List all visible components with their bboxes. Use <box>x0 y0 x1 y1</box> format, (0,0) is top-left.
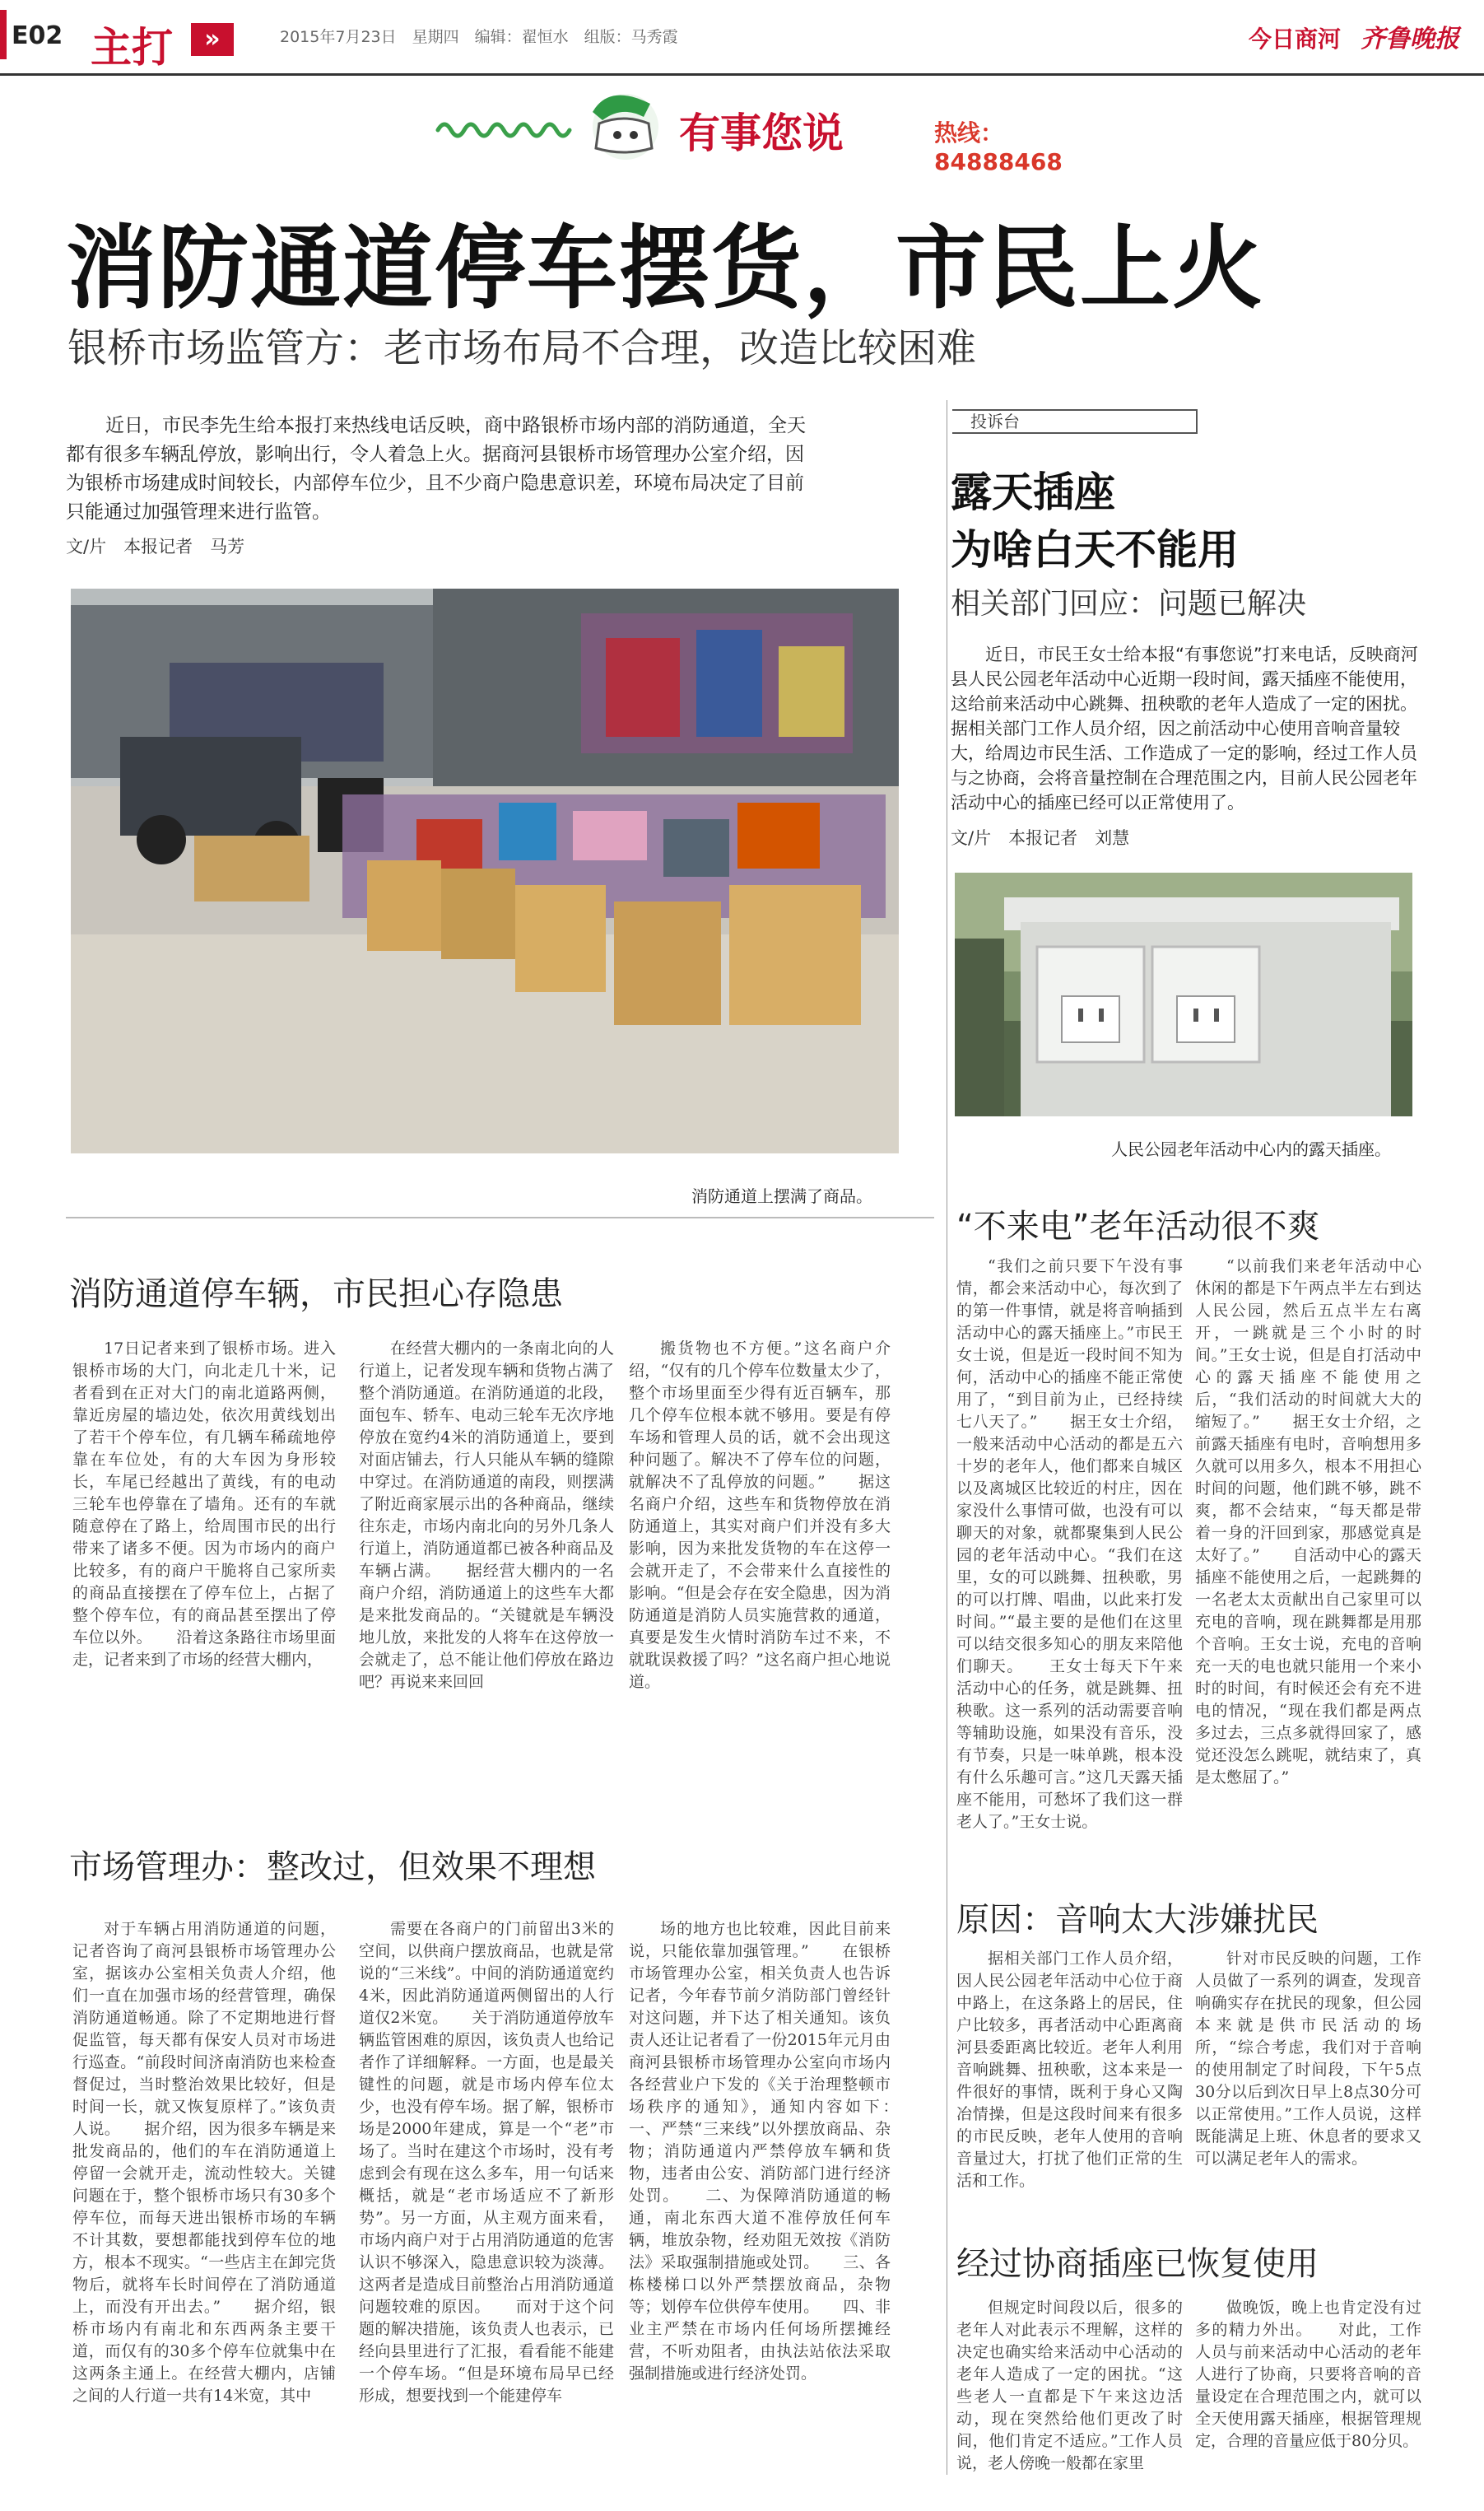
section-heading: 消防通道停车辆，市民担心存隐患 <box>69 1275 563 1313</box>
column-text: 做晚饭，晚上也肯定没有过多的精力外出。 对此，工作人员与前来活动中心活动的老年人进行了协商，只要将音响的音量设定在合理范围之内，就可以全天使用露天插座，根据管理规定，合理的音量应低于80分贝。 <box>1195 2299 1421 2450</box>
column-text: 场的地方也比较难，因此目前来说，只能依靠加强管理。” 在银桥市场管理办公室，相关负责人也告诉记者，今年春节前夕消防部门曾经针对这问题，并下达了相关通知。该负责人还让记者看了一份2015年元月由商河县银桥市场管理办公室向市场内各经营业户下发的《关于治理整顿市场秩序的通知》，通知内容如下： 一、严禁“三来线”以外摆放商品、杂物；消防通道内严禁停放车辆和货物，违者由公安、消防部门进行经济处罚。 二、为保障消防通道的畅通，南北东西大道不准停放任何车辆，堆放杂物，经劝阻无效按《消防法》采取强制措施或处罚。 三、各栋楼梯口以外严禁摆放商品，杂物等；划停车位供停车使用。 四、非业主严禁在市场内任何场所摆摊经营，不听劝阻者，由执法站依法采取强制措施或进行经济处罚。 <box>629 1920 923 2383</box>
main-lead-paragraph: 近日，市民李先生给本报打来热线电话反映，商中路银桥市场内部的消防通道，全天都有很多车辆乱停放，影响出行，令人着急上火。据商河县银桥市场管理办公室介绍，因为银桥市场建成时间较长，内部停车位少，且不少商户隐患意识差，环境布局决定了目前只能通过加强管理来进行监管。 <box>66 415 806 523</box>
socket-photo-image <box>955 873 1412 1116</box>
hotline-number: 热线：84888468 <box>934 119 1063 175</box>
article-column <box>1195 2297 1421 2503</box>
telephone-icon <box>575 79 673 170</box>
article-column <box>956 2297 1183 2503</box>
divider <box>66 1217 934 1218</box>
column-text: 据相关部门工作人员介绍，因人民公园老年活动中心位于商中路上，在这条路上的居民，住户比较多，再者活动中心距离商河县委距离比较近。老年人利用音响跳舞、扭秧歌，这本来是一件很好的事情，既利于身心又陶冶情操，但是这段时间来有很多的市民反映，老年人使用的音响音量过大，打扰了他们正常的生活和工作。 <box>956 1950 1183 2190</box>
article-column <box>359 1338 614 1828</box>
column-text: “以前我们来老年活动中心休闲的都是下午两点半左右到达人民公园，然后五点半左右离开，一跳就是三个小时的时间。”王女士说，但是自打活动中心的露天插座不能使用之后，“我们活动的时间就大大的缩短了。” 据王女士介绍，之前露天插座有电时，音响想用多久就可以用多久，根本不用担心时间的问题，他们跳不够，跳不爽，都不会结束，“每天都是带着一身的汗回到家，那感觉真是太好了。” 自活动中心的露天插座不能使用之后，一起跳舞的一名老太太贡献出自己家里可以充电的音响，现在跳舞都是用那个音响。王女士说，充电的音响充一天的电也就只能用一个来小时的时间，有时候还会有充不进电的情况，“现在我们都是两点多过去，三点多就得回家了，感觉还没怎么跳呢，就结束了，真是太憋屈了。” <box>1195 1257 1421 1787</box>
article-column <box>72 1918 336 2495</box>
article-column <box>1195 1256 1421 1836</box>
section-arrow-icon: » <box>191 23 234 56</box>
section-heading: 市场管理办：整改过，但效果不理想 <box>69 1848 596 1886</box>
column-text: 但规定时间段以后，很多的老年人对此表示不理解，这样的决定也确实给来活动中心活动的老年人造成了一定的困扰。“这些老人一直都是下午来这边活动，现在突然给他们更改了时间，他们肯定不适应。”工作人员说，老人傍晚一般都在家里 <box>956 2299 1183 2472</box>
main-subheadline: 银桥市场监管方：老市场布局不合理，改造比较困难 <box>67 325 977 371</box>
header-accent-bar <box>0 10 7 59</box>
article-column <box>956 1256 1183 1836</box>
column-text: 17日记者来到了银桥市场。进入银桥市场的大门，向北走几十米，记者看到在正对大门的南北道路两侧，靠近房屋的墙边处，依次用黄线划出了若干个停车位，有几辆车稀疏地停靠在车位处，有的大车因为身形较长，车尾已经越出了黄线，有的电动三轮车也停靠在了墙角。还有的车就随意停在了路上，给周围市民的出行带来了诸多不便。因为市场内的商户比较多，有的商户干脆将自己家所卖的商品直接摆在了停车位上，占据了整个停车位，有的商品甚至摆出了停车位以外。 沿着这条路往市场里面走，记者来到了市场的经营大棚内， <box>72 1339 336 1669</box>
paper-logo: 齐鲁晚报 <box>1361 25 1459 54</box>
column-title: 有事您说 <box>679 109 844 157</box>
article-column <box>72 1338 336 1828</box>
column-text: 搬货物也不方便。”这名商户介绍，“仅有的几个停车位数量太少了，整个市场里面至少得有近百辆车，那几个停车位根本就不够用。要是有停车场和管理人员的话，就不会出现这种问题了。解决不了停车位的问题，就解决不了乱停放的问题。” 据这名商户介绍，这些车和货物停放在消防通道上，其实对商户们并没有多大影响，因为来批发货物的车在这停一会就开走了，不会带来什么直接性的影响。“但是会存在安全隐患，因为消防通道是消防人员实施营救的通道，真要是发生火情时消防车过不来，不就耽误救援了吗？”这名商户担心地说道。 <box>629 1339 891 1691</box>
column-text: 对于车辆占用消防通道的问题，记者咨询了商河县银桥市场管理办公室，据该办公室相关负责人介绍，他们一直在加强市场的经营管理，确保消防通道畅通。除了不定期地进行督促监管，每天都有保安人员对市场进行巡查。“前段时间济南消防也来检查督促过，当时整治效果比较好，但是时间一长，就又恢复原样了。”该负责人说。 据介绍，因为很多车辆是来批发商品的，他们的车在消防通道上停留一会就开走，流动性较大。关键问题在于，整个银桥市场只有30多个停车位，而每天进出银桥市场的车辆不计其数，要想都能找到停车位的地方，根本不现实。“一些店主在卸完货物后，就将车长时间停在了消防通道上，而没有开出去。” 据介绍，银桥市场内有南北和东西两条主要干道，而仅有的30多个停车位就集中在这两条主通上。在经营大棚内，店铺之间的人行道一共有14米宽，其中 <box>72 1920 336 2405</box>
side-lead-paragraph: 近日，市民王女士给本报“有事您说”打来电话，反映商河县人民公园老年活动中心近期一段时间，露天插座不能使用，这给前来活动中心跳舞、扭秧歌的老年人造成了一定的困扰。据相关部门工作人员介绍，因之前活动中心使用音响音量较大，给周边市民生活、工作造成了一定的影响，经过工作人员与之协商，会将音量控制在合理范围之内，目前人民公园老年活动中心的插座已经可以正常使用了。 <box>951 645 1418 813</box>
side-subheadline: 相关部门回应：问题已解决 <box>951 587 1307 621</box>
brand <box>1249 18 1459 54</box>
section-name: 主打 <box>91 24 173 72</box>
side-headline-line1: 露天插座 <box>951 468 1115 516</box>
column-text: 需要在各商户的门前留出3米的空间，以供商户摆放商品，也就是常说的“三米线”。中间的消防通道宽约4米，因此消防通道两侧留出的人行道仅2米宽。 关于消防通道停放车辆监管困难的原因，该负责人也给记者作了详细解释。一方面，也是最关键性的问题，就是市场内停车位太少，也没有停车场。据了解，银桥市场是2000年建成，算是一个“老”市场了。当时在建这个市场时，没有考虑到会有现在这么多车，用一句话来概括，就是“老市场适应不了新形势”。另一方面，从主观方面来看，市场内商户对于占用消防通道的危害认识不够深入，隐患意识较为淡薄。这两者是造成目前整治占用消防通道问题较难的原因。 而对于这个问题的解决措施，该负责人也表示，已经向县里进行了汇报，看看能不能建一个停车场。“但是环境布局早已经形成，想要找到一个能建停车 <box>359 1920 614 2405</box>
article-column <box>629 1918 923 2495</box>
market-photo <box>71 589 899 1153</box>
main-headline: 消防通道停车摆货，市民上火 <box>66 216 1264 321</box>
socket-photo <box>955 873 1412 1116</box>
section-heading: 经过协商插座已恢复使用 <box>956 2245 1319 2283</box>
article-column <box>359 1918 614 2495</box>
article-column <box>1195 1948 1421 2220</box>
main-byline: 文/片 本报记者 马芳 <box>66 537 245 557</box>
issue-meta: 2015年7月23日 星期四 编辑：翟恒水 组版：马秀霞 <box>280 28 678 46</box>
page-header <box>0 0 1484 76</box>
column-text: “我们之前只要下午没有事情，都会来活动中心，每次到了的第一件事情，就是将音响插到活动中心的露天插座上。”市民王女士说，但是近一段时间不知为何，活动中心的插座不能正常使用了，“到目前为止，已经持续七八天了。” 据王女士介绍，一般来活动中心活动的都是五六十岁的老年人，他们都来自城区以及离城区比较近的村庄，因在家没什么事情可做，也没有可以聊天的对象，就都聚集到人民公园的老年活动中心。“我们在这里，女的可以跳舞、扭秧歌，男的可以打牌、唱曲，以此来打发时间。”“最主要的是他们在这里可以结交很多知心的朋友来陪他们聊天。 王女士每天下午来活动中心的任务，就是跳舞、扭秧歌。这一系列的活动需要音响等辅助设施，如果没有音乐，没有节奏，只是一味单跳，根本没有什么乐趣可言。”这几天露天插座不能用，可愁坏了我们这一群老人了。”王女士说。 <box>956 1257 1183 1831</box>
brand-name: 今日商河 <box>1248 26 1341 53</box>
side-byline: 文/片 本报记者 刘慧 <box>951 828 1130 848</box>
photo-caption: 消防通道上摆满了商品。 <box>691 1186 872 1206</box>
article-column <box>629 1338 891 1828</box>
photo-caption: 人民公园老年活动中心内的露天插座。 <box>1111 1139 1391 1159</box>
column-text: 针对市民反映的问题，工作人员做了一系列的调查，发现音响确实存在扰民的现象，但公园本来就是供市民活动的场所，“综合考虑，我们对于音响的使用制定了时间段，下午5点30分以后到次日早上8点30分可以正常使用。”工作人员说，这样既能满足上班、休息者的要求又可以满足老年人的需求。 <box>1195 1950 1421 2168</box>
column-text: 在经营大棚内的一条南北向的人行道上，记者发现车辆和货物占满了整个消防通道。在消防通道的北段，面包车、轿车、电动三轮车无次序地停放在宽约4米的消防通道上，要到对面店铺去，行人只能从车辆的缝隙中穿过。在消防通道的南段，则摆满了附近商家展示出的各种商品，继续往东走，市场内南北向的另外几条人行道上，消防通道都已被各种商品及车辆占满。 据经营大棚内的一名商户介绍，消防通道上的这些车大都是来批发商品的。“关键就是车辆没地儿放，来批发的人将车在这停放一会就走了，总不能让他们停放在路边吧？再说来来回回 <box>359 1339 614 1691</box>
article-column <box>956 1948 1183 2220</box>
page-number: E02 <box>12 21 63 50</box>
wave-decoration-icon <box>436 114 576 147</box>
column-tag: 投诉台 <box>952 409 1198 434</box>
market-photo-image <box>71 589 899 1153</box>
section-heading: 原因：音响太大涉嫌扰民 <box>956 1901 1319 1939</box>
column-banner <box>436 79 1095 175</box>
side-headline-line2: 为啥白天不能用 <box>951 526 1239 574</box>
section-heading: “不来电”老年活动很不爽 <box>956 1208 1320 1246</box>
